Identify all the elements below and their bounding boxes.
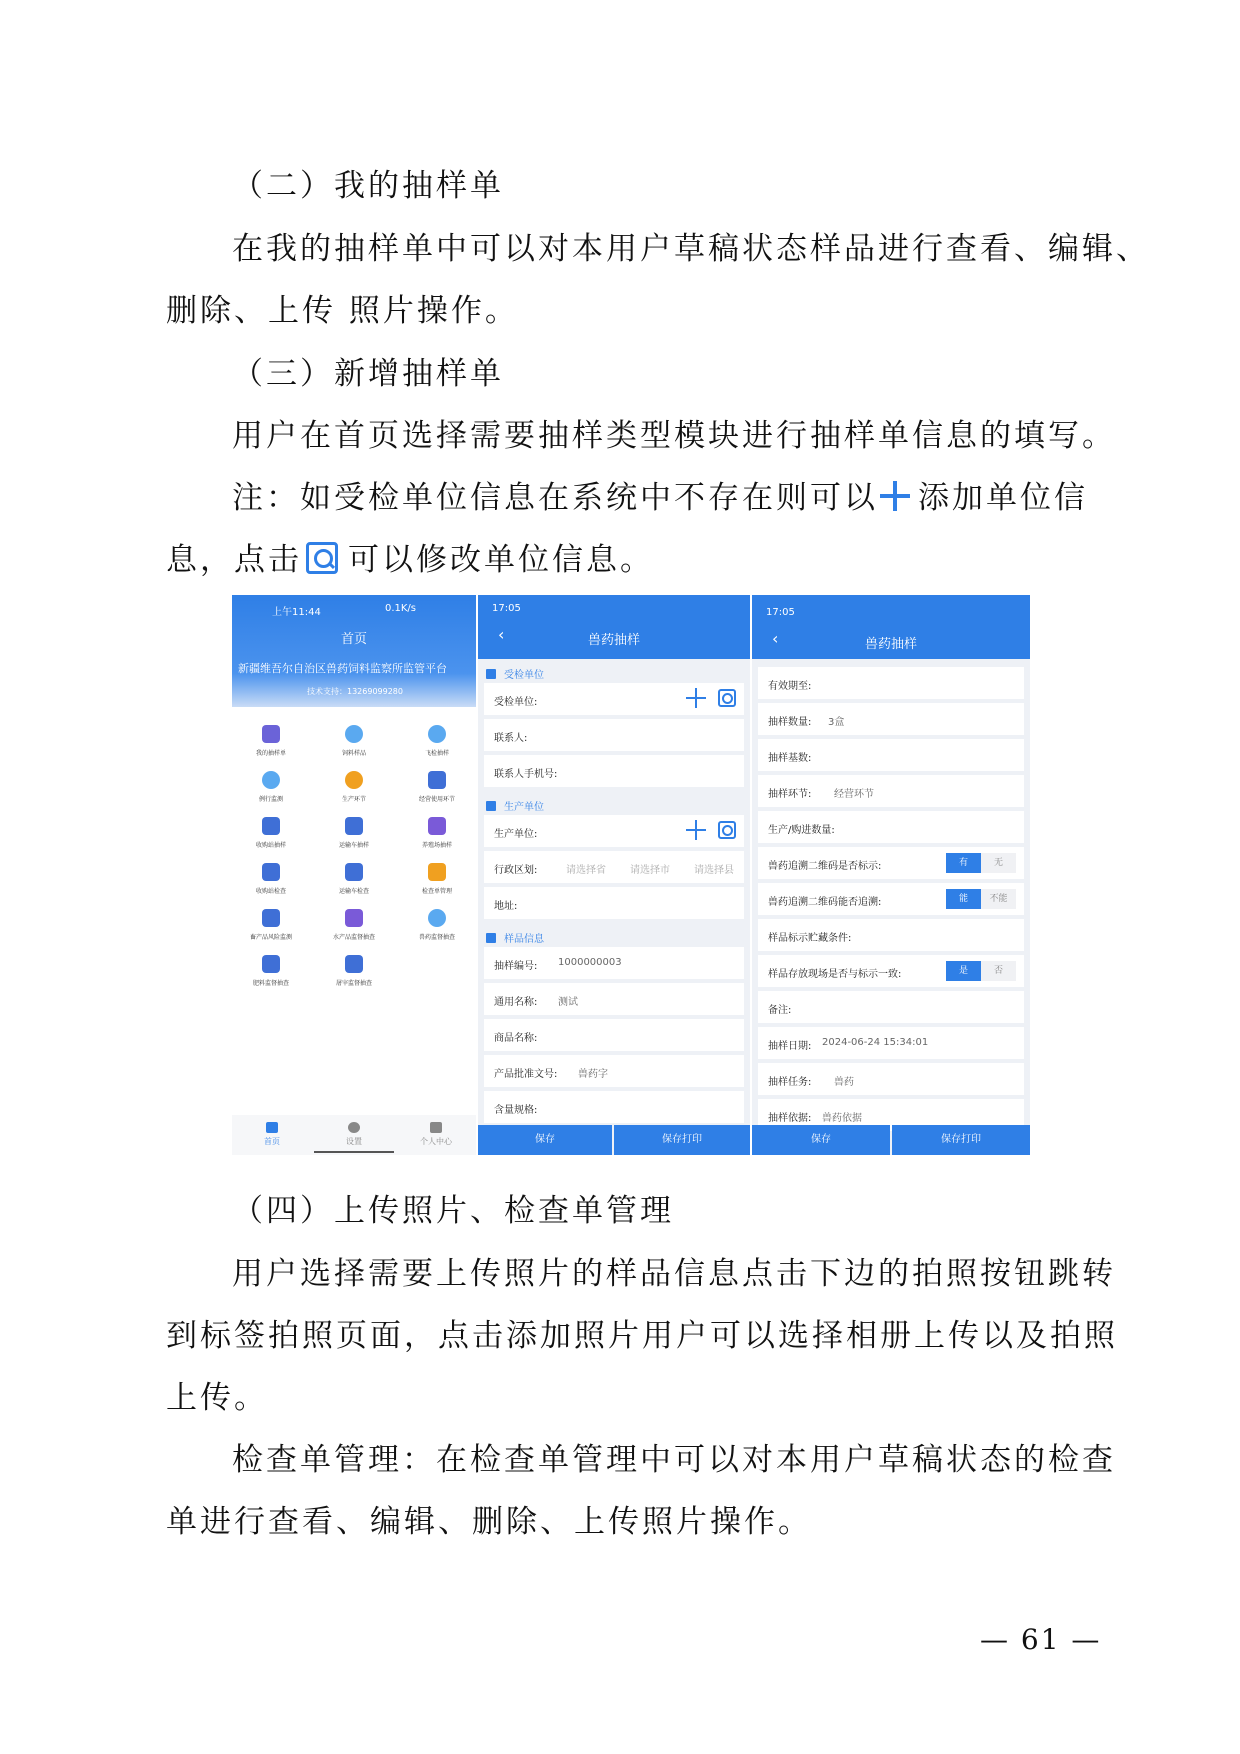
factory-icon [262,817,280,835]
section-heading-3: （三）新增抽样单 [232,356,504,392]
tab-profile[interactable] [406,1122,466,1147]
truck-icon [345,817,363,835]
page-title: 兽药抽样 [864,637,917,652]
field-label: 有效期至: [768,681,812,692]
form-row[interactable] [758,811,1024,843]
field-label: 抽样日期: [768,1041,812,1052]
yes-no-toggle[interactable] [946,961,1016,981]
plane-icon [428,725,446,743]
form-row[interactable] [758,667,1024,699]
paragraph-line: 到标签拍照页面，点击添加照片用户可以选择相册上传以及拍照 [166,1318,1118,1354]
top-bar [752,595,1030,659]
paragraph-line: 在我的抽样单中可以对本用户草稿状态样品进行查看、编辑、 [232,231,1150,267]
form-row[interactable] [758,883,1024,915]
form-row[interactable] [758,1063,1024,1095]
form-row[interactable] [758,955,1024,987]
toggle-off[interactable]: 否 [981,961,1016,981]
module-label: 养殖场抽样 [421,842,452,849]
field-label: 备注: [768,1005,792,1016]
back-icon[interactable]: ‹ [498,625,505,644]
edit-unit-icon[interactable] [718,689,736,707]
module-item[interactable] [234,863,308,895]
field-label: 抽样数量: [768,717,812,728]
building-icon [486,801,496,811]
module-item[interactable] [317,909,391,941]
add-unit-icon[interactable] [686,820,706,840]
field-value: 兽药依据 [822,1113,862,1124]
form-row[interactable] [758,919,1024,951]
yes-no-toggle[interactable] [946,889,1016,909]
page-number: — 61 — [980,1623,1102,1656]
note-line [232,478,1088,518]
list-icon [262,725,280,743]
save-button[interactable]: 保存 [752,1125,890,1155]
edit-unit-icon[interactable] [718,821,736,839]
county-select[interactable]: 请选择县 [694,865,734,876]
paragraph-line: 用户在首页选择需要抽样类型模块进行抽样单信息的填写。 [232,418,1116,454]
action-bar [752,1125,1030,1155]
field-label: 地址: [494,901,518,912]
screenshot-form-1 [478,595,750,1155]
field-label: 抽样编号: [494,961,538,972]
note-line [166,540,654,580]
tab-home[interactable] [242,1122,302,1147]
paragraph-line: 用户选择需要上传照片的样品信息点击下边的拍照按钮跳转 [232,1256,1116,1292]
form-row[interactable] [484,719,744,751]
status-time: 17:05 [492,603,521,614]
toggle-off[interactable]: 不能 [981,889,1016,909]
module-item[interactable] [400,771,474,803]
save-print-button[interactable]: 保存打印 [614,1125,750,1155]
field-label: 产品批准文号: [494,1069,558,1080]
bag-icon [262,955,280,973]
form-row[interactable] [758,1027,1024,1059]
field-value: 兽药 [834,1077,854,1088]
field-value: 兽药字 [578,1069,608,1080]
tab-bar [232,1115,476,1155]
save-print-button[interactable]: 保存打印 [892,1125,1030,1155]
field-label: 样品存放现场是否与标示一致: [768,969,902,980]
module-item[interactable] [317,863,391,895]
form-row[interactable] [484,1055,744,1087]
section-heading-4: （四）上传照片、检查单管理 [232,1193,674,1229]
truck-icon [345,863,363,881]
field-label: 联系人: [494,733,528,744]
screenshot-form-2 [752,595,1030,1155]
toggle-on[interactable]: 能 [946,889,981,909]
module-label: 例行监测 [258,796,283,803]
module-label: 运输车抽样 [338,842,369,849]
form-row[interactable] [484,815,744,847]
add-unit-icon[interactable] [686,688,706,708]
tab-label: 首页 [264,1137,280,1146]
form-row[interactable] [484,1019,744,1051]
module-item[interactable] [317,955,391,987]
module-item[interactable] [234,771,308,803]
paragraph-line: 单进行查看、编辑、删除、上传照片操作。 [166,1504,812,1540]
module-item[interactable] [317,771,391,803]
city-select[interactable]: 请选择市 [630,865,670,876]
note-text: 可以修改单位信息。 [348,542,654,578]
section-title: 生产单位 [486,798,544,813]
home-indicator [314,1151,394,1153]
toggle-on[interactable]: 是 [946,961,981,981]
building-icon [486,669,496,679]
module-label: 屠宰监督抽查 [335,980,372,987]
pill-icon [428,909,446,927]
field-label: 抽样环节: [768,789,812,800]
form-row[interactable] [484,851,744,883]
paragraph-line: 删除、上传 照片操作。 [166,293,519,329]
section-title: 样品信息 [486,930,544,945]
tab-label: 设置 [346,1137,362,1146]
module-label: 兽药监督抽查 [418,934,455,941]
status-time: 上午11:44 [272,607,321,618]
page-title: 首页 [340,632,367,647]
module-item[interactable] [234,909,308,941]
field-label: 联系人手机号: [494,769,558,780]
form-row[interactable] [758,739,1024,771]
field-label: 生产/购进数量: [768,825,835,836]
paragraph-line: 上传。 [166,1380,268,1416]
module-item[interactable] [400,817,474,849]
screenshot-home [232,595,476,1155]
module-item[interactable] [400,863,474,895]
tab-label: 个人中心 [420,1137,452,1146]
settings-icon [348,1122,360,1133]
plus-icon [880,481,910,511]
toggle-off[interactable]: 无 [981,853,1016,873]
field-value: 测试 [558,997,578,1008]
module-item[interactable] [234,817,308,849]
doc-icon [428,863,446,881]
field-label: 抽样基数: [768,753,812,764]
province-select[interactable]: 请选择省 [566,865,606,876]
field-label: 受检单位: [494,697,538,708]
yes-no-toggle[interactable] [946,853,1016,873]
fish-icon [345,909,363,927]
module-item[interactable] [234,725,308,757]
monitor-icon [262,771,280,789]
module-label: 畜产品风险监测 [249,934,292,941]
module-label: 我的抽样单 [255,750,286,757]
module-label: 检查单管理 [421,888,452,895]
module-item[interactable] [234,955,308,987]
section-title: 受检单位 [486,666,544,681]
field-label: 生产单位: [494,829,538,840]
module-label: 生产环节 [341,796,366,803]
save-button[interactable]: 保存 [478,1125,612,1155]
note-text: 添加单位信 [918,480,1088,516]
form-row[interactable] [484,755,744,787]
feed-icon [345,725,363,743]
back-icon[interactable]: ‹ [772,629,779,648]
field-value: 1000000003 [558,957,622,968]
grid-icon [430,1122,442,1133]
cow-icon [262,909,280,927]
module-label: 运输车检查 [338,888,369,895]
top-bar [478,595,750,659]
note-text: 息，点击 [166,542,302,578]
form-row[interactable] [758,847,1024,879]
form-row[interactable] [484,1091,744,1123]
field-label: 含量规格: [494,1105,538,1116]
top-bar [232,595,476,707]
module-label: 经营使用环节 [418,796,455,803]
form-row[interactable] [484,683,744,715]
field-label: 通用名称: [494,997,538,1008]
field-label: 行政区划: [494,865,538,876]
form-row[interactable] [758,991,1024,1023]
field-label: 商品名称: [494,1033,538,1044]
toggle-on[interactable]: 有 [946,853,981,873]
form-row[interactable] [484,947,744,979]
tab-settings[interactable] [324,1122,384,1147]
module-label: 飞检抽样 [424,750,449,757]
module-label: 饲料样品 [341,750,366,757]
form-row[interactable] [758,703,1024,735]
cube-icon [486,933,496,943]
action-bar [478,1125,750,1155]
section-heading-2: （二）我的抽样单 [232,168,504,204]
field-label: 兽药追溯二维码是否标示: [768,861,882,872]
gear-icon [345,771,363,789]
field-label: 兽药追溯二维码能否追溯: [768,897,882,908]
field-label: 抽样依据: [768,1113,812,1124]
field-value: 2024-06-24 15:34:01 [822,1037,929,1048]
module-item[interactable] [317,725,391,757]
house-icon [345,955,363,973]
module-label: 收购站抽样 [255,842,286,849]
form-row[interactable] [484,983,744,1015]
form-row[interactable] [484,887,744,919]
module-item[interactable] [317,817,391,849]
form-row[interactable] [758,775,1024,807]
module-item[interactable] [400,725,474,757]
farm-icon [428,817,446,835]
shop-icon [428,771,446,789]
module-item[interactable] [400,909,474,941]
note-text: 注：如受检单位信息在系统中不存在则可以 [232,480,878,516]
field-label: 样品标示贮藏条件: [768,933,852,944]
module-label: 肥料监督抽查 [252,980,289,987]
banner-sub: 技术支持：13269099280 [307,687,403,696]
status-right: 0.1K/s [384,603,416,614]
banner-title: 新疆维吾尔自治区兽药饲料监察所监管平台 [238,662,447,675]
module-label: 水产品监督抽查 [332,934,375,941]
paragraph-line: 检查单管理：在检查单管理中可以对本用户草稿状态的检查 [232,1442,1116,1478]
field-value: 3盒 [828,717,845,728]
field-value: 经营环节 [834,789,874,800]
field-label: 抽样任务: [768,1077,812,1088]
module-label: 收购站检查 [255,888,286,895]
factory-icon [262,863,280,881]
search-edit-icon [306,542,338,574]
home-icon [266,1122,278,1133]
status-time: 17:05 [766,607,795,618]
page-title: 兽药抽样 [587,633,640,648]
